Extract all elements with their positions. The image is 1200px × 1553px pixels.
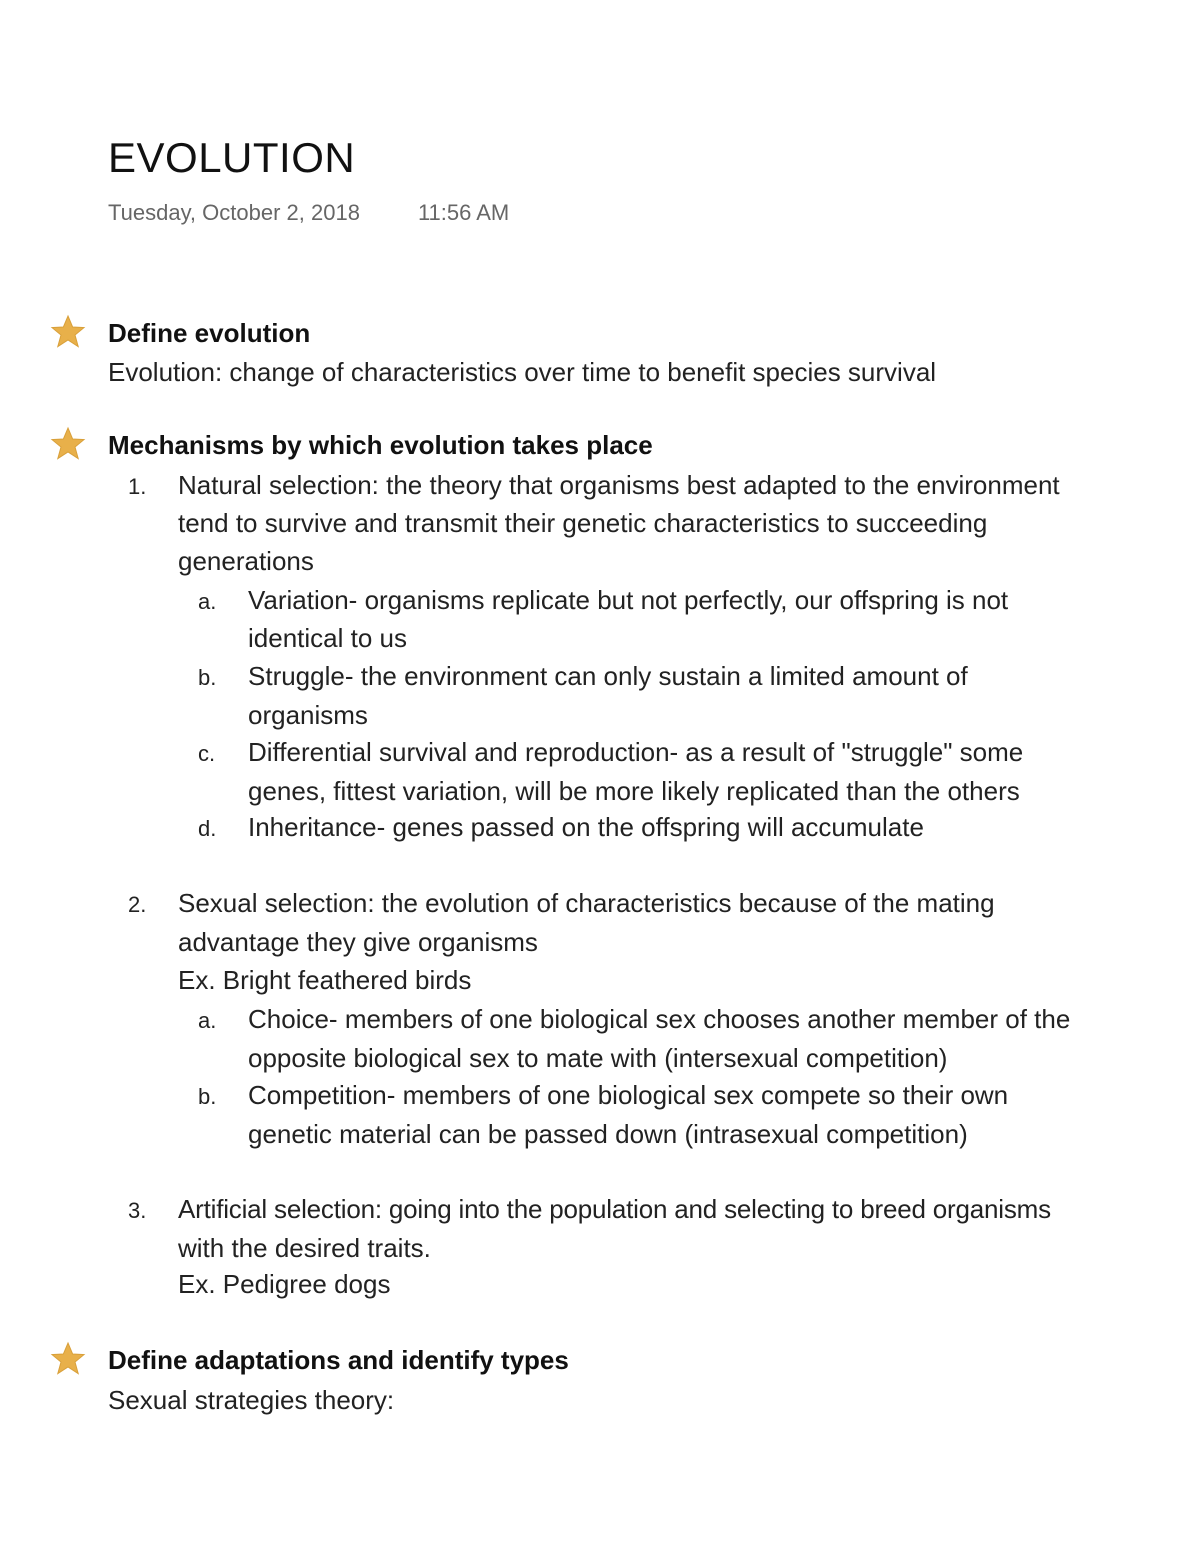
sublist-item-text: Variation- organisms replicate but not perfectly, our offspring is not bbox=[248, 585, 1009, 615]
sublist-letter: a. bbox=[198, 589, 217, 614]
star-icon bbox=[50, 1341, 86, 1377]
sublist-letter: a. bbox=[198, 1008, 217, 1033]
list-item-text: advantage they give organisms bbox=[178, 927, 538, 957]
list-item-text: Sexual selection: the evolution of characteristics because of the mating bbox=[178, 888, 995, 918]
sublist-item-text: Struggle- the environment can only sustain a limited amount of bbox=[248, 661, 968, 691]
list-item-text: with the desired traits. bbox=[178, 1233, 431, 1263]
sublist-item-text: genes, fittest variation, will be more likely replicated than the others bbox=[248, 776, 1020, 806]
sublist-letter: c. bbox=[198, 741, 216, 766]
sublist-item-text: genetic material can be passed down (intrasexual competition) bbox=[248, 1119, 968, 1149]
sublist-item-text: Inheritance- genes passed on the offspring will accumulate bbox=[248, 812, 924, 842]
star-icon bbox=[50, 314, 86, 350]
sublist-letter: b. bbox=[198, 665, 217, 690]
definition-text: Evolution: change of characteristics over time to benefit species survival bbox=[108, 357, 937, 387]
sublist-item-text: organisms bbox=[248, 700, 368, 730]
section-heading-define-evolution: Define evolution bbox=[108, 318, 311, 348]
list-number: 1. bbox=[128, 474, 147, 499]
note-time: 11:56 AM bbox=[417, 200, 510, 225]
page-title: EVOLUTION bbox=[108, 134, 356, 181]
list-item-text: tend to survive and transmit their genetic characteristics to succeeding bbox=[178, 508, 988, 538]
example-text: Ex. Bright feathered birds bbox=[178, 965, 472, 995]
list-number: 2. bbox=[128, 892, 147, 917]
sublist-item-text: Competition- members of one biological sex compete so their own bbox=[248, 1080, 1009, 1110]
sublist-item-text: identical to us bbox=[248, 623, 407, 653]
list-item-text: Artificial selection: going into the population and selecting to breed organisms bbox=[178, 1194, 1051, 1224]
sublist-letter: d. bbox=[198, 816, 217, 841]
list-item-text: Natural selection: the theory that organisms best adapted to the environment bbox=[178, 470, 1060, 500]
sublist-item-text: opposite biological sex to mate with (intersexual competition) bbox=[248, 1043, 948, 1073]
sublist-letter: b. bbox=[198, 1084, 217, 1109]
body-text: Sexual strategies theory: bbox=[108, 1385, 395, 1415]
list-item-text: generations bbox=[178, 546, 314, 576]
sublist-item-text: Differential survival and reproduction- as a result of "struggle" some bbox=[248, 737, 1024, 767]
note-date: Tuesday, October 2, 2018 bbox=[108, 200, 360, 225]
section-heading-adaptations: Define adaptations and identify types bbox=[108, 1345, 569, 1375]
star-icon bbox=[50, 426, 86, 462]
example-text: Ex. Pedigree dogs bbox=[178, 1269, 391, 1299]
list-number: 3. bbox=[128, 1198, 147, 1223]
sublist-item-text: Choice- members of one biological sex chooses another member of the bbox=[248, 1004, 1071, 1034]
note-timestamp bbox=[108, 200, 509, 226]
section-heading-mechanisms: Mechanisms by which evolution takes place bbox=[108, 430, 653, 460]
